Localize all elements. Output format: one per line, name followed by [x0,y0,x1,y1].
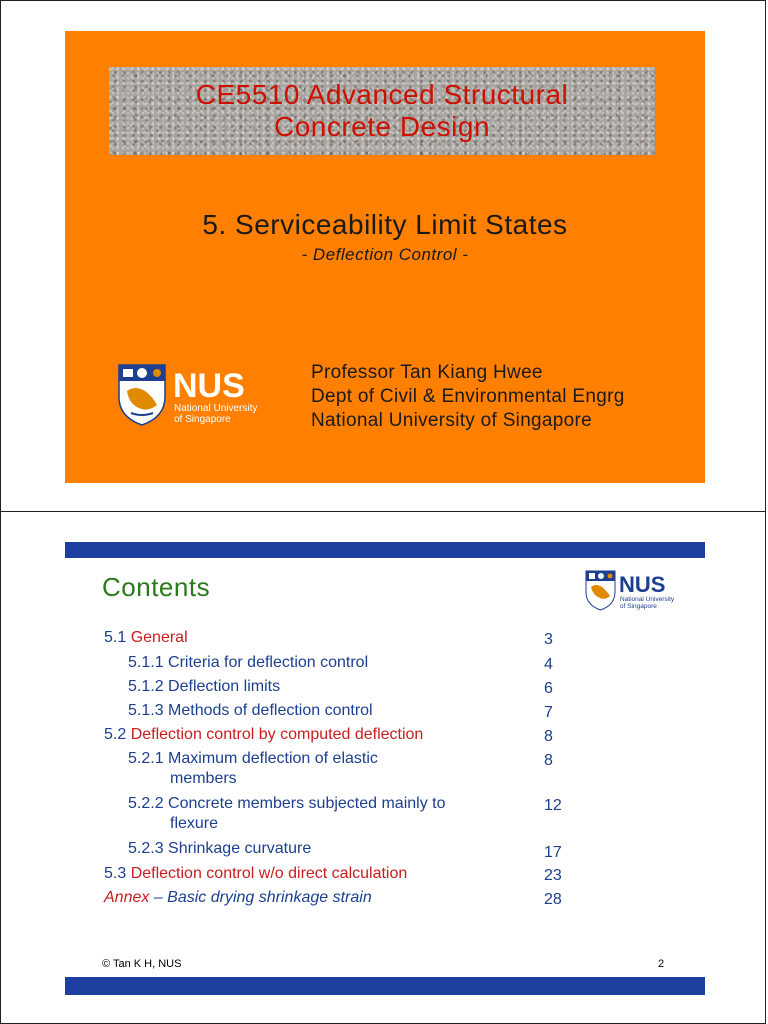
toc-page: 3 [544,631,553,648]
toc-title: Deflection control w/o direct calculation [130,865,408,882]
toc-title: Shrinkage curvature [168,840,312,857]
toc-number: 5.1.3 [128,702,164,719]
chapter-subtitle: - Deflection Control - [301,245,469,264]
nus-crest-icon-small [585,568,685,612]
presenter-university: National University of Singapore [311,410,593,431]
nus-crest-icon [117,361,277,427]
contents-heading: Contents [102,572,211,602]
footer-copyright: © Tan K H, NUS [102,958,182,970]
toc-title: Maximum deflection of elastic [168,750,378,767]
toc-number: 5.1.1 [128,654,164,671]
top-blue-bar [65,542,705,558]
orange-panel [65,31,705,483]
toc-title-continued: members [170,770,237,787]
footer-page-number: 2 [658,958,665,970]
toc-number: 5.2.3 [128,840,164,857]
toc-page: 8 [544,752,553,769]
concrete-texture-band [109,67,655,155]
presenter-name: Professor Tan Kiang Hwee [311,362,543,383]
toc-page: 6 [544,680,553,697]
presenter-info [311,361,625,433]
nus-logo-small [585,568,685,612]
svg-text:of Singapore: of Singapore [174,414,231,425]
toc-number: Annex [104,889,150,906]
toc-page: 23 [544,867,562,884]
toc-title: Criteria for deflection control [168,654,369,671]
course-title-line2: Concrete Design [273,111,491,142]
svg-text:National University: National University [174,403,258,414]
svg-text:NUS: NUS [619,572,666,597]
toc-title: Concrete members subjected mainly to [168,795,446,812]
svg-text:National University: National University [620,596,675,603]
toc-title-continued: flexure [170,815,219,832]
toc-number: 5.2.2 [128,795,164,812]
toc-number: 5.1 [104,629,127,646]
title-slide [0,0,766,512]
toc-number: 5.3 [104,865,127,882]
toc-number: 5.2 [104,726,127,743]
bottom-blue-bar [65,977,705,995]
toc-title: General [130,629,188,646]
toc-title: Methods of deflection control [168,702,373,719]
toc-page: 28 [544,891,562,908]
chapter-title: 5. Serviceability Limit States [202,209,568,240]
svg-text:of Singapore: of Singapore [620,603,657,610]
contents-slide [0,511,766,1024]
toc-page: 8 [544,728,553,745]
toc-number: 5.2.1 [128,750,164,767]
toc-title: Deflection limits [168,678,281,695]
toc-title: – Basic drying shrinkage strain [153,889,372,906]
toc-page: 17 [544,844,562,861]
toc-number: 5.1.2 [128,678,164,695]
course-title-line1: CE5510 Advanced Structural [195,79,569,110]
toc-page: 4 [544,656,553,673]
toc-page: 7 [544,704,553,721]
toc-page: 12 [544,797,562,814]
nus-logo [117,361,277,427]
svg-text:NUS: NUS [173,367,245,405]
toc-title: Deflection control by computed deflection [130,726,424,743]
presenter-dept: Dept of Civil & Environmental Engrg [311,386,625,407]
